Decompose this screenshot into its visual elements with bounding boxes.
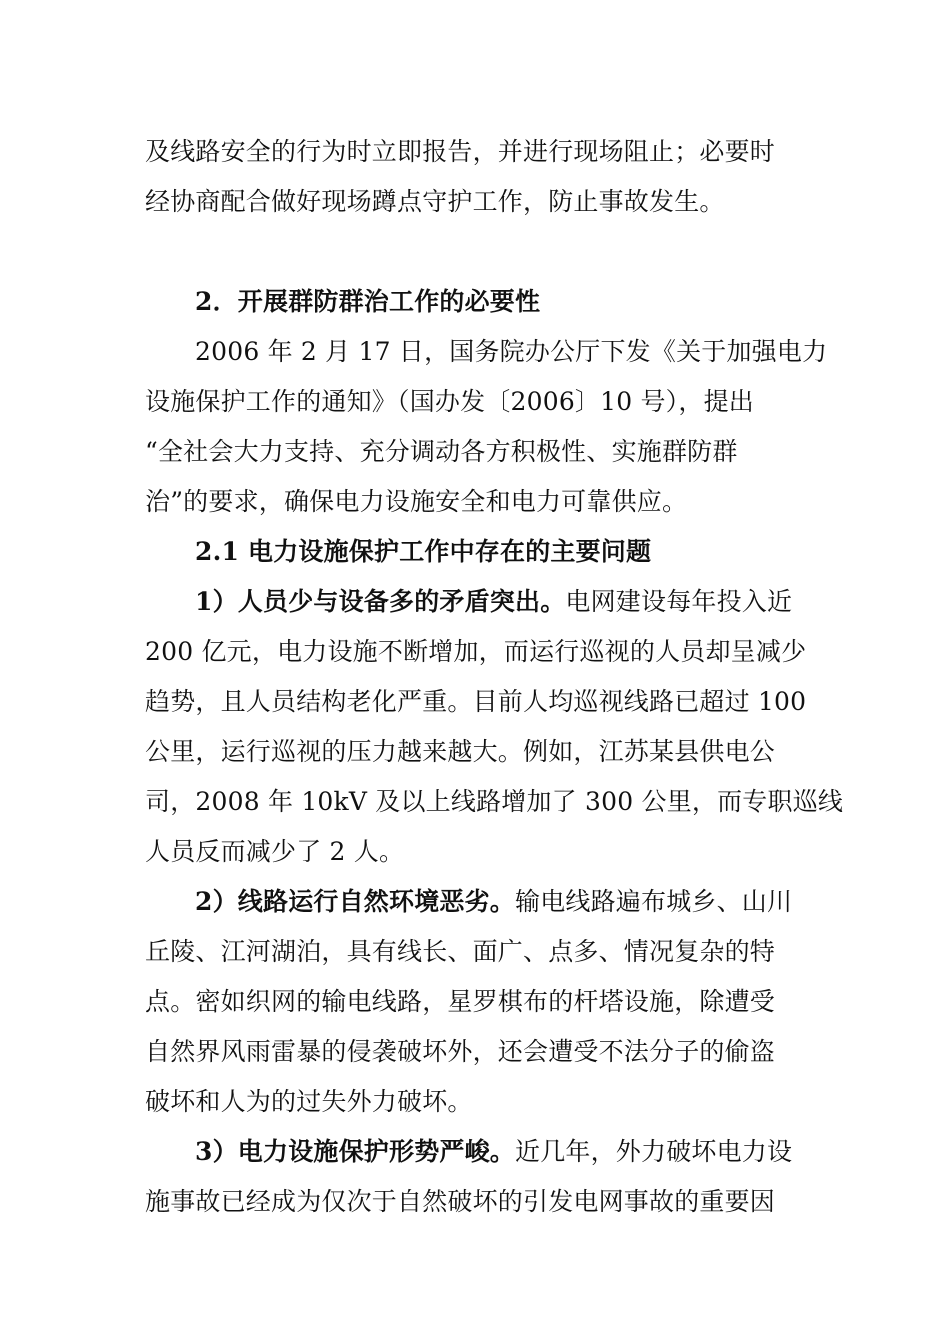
paragraph-line: 趋势，且人员结构老化严重。目前人均巡视线路已超过 100: [145, 687, 807, 716]
paragraph-line: 200 亿元，电力设施不断增加，而运行巡视的人员却呈减少: [145, 637, 807, 666]
paragraph-line: 2006 年 2 月 17 日，国务院办公厅下发《关于加强电力: [195, 337, 828, 366]
paragraph-line: 人员反而减少了 2 人。: [145, 837, 405, 866]
paragraph-line: 点。密如织网的输电线路，星罗棋布的杆塔设施，除遭受: [145, 987, 776, 1016]
paragraph-line: 治”的要求，确保电力设施安全和电力可靠供应。: [145, 487, 688, 516]
item-text: 近几年，外力破坏电力设: [515, 1137, 793, 1166]
paragraph-line: 公里，运行巡视的压力越来越大。例如，江苏某县供电公: [145, 737, 776, 766]
paragraph-line: [195, 885, 792, 919]
paragraph-line: 设施保护工作的通知》（国办发〔2006〕10 号），提出: [145, 387, 754, 416]
item-text: 输电线路遍布城乡、山川: [515, 887, 793, 916]
item-text: 电网建设每年投入近: [565, 587, 793, 616]
paragraph-line: 经协商配合做好现场蹲点守护工作，防止事故发生。: [145, 187, 725, 216]
paragraph-line: 施事故已经成为仅次于自然破坏的引发电网事故的重要因: [145, 1187, 776, 1216]
paragraph-line: 丘陵、江河湖泊，具有线长、面广、点多、情况复杂的特: [145, 937, 776, 966]
paragraph-line: [195, 585, 792, 619]
paragraph-line: 及线路安全的行为时立即报告，并进行现场阻止；必要时: [145, 137, 776, 166]
section-heading: 2．开展群防群治工作的必要性: [195, 287, 541, 316]
subsection-heading: 2.1 电力设施保护工作中存在的主要问题: [195, 537, 652, 566]
item-heading: 3）电力设施保护形势严峻。: [195, 1137, 515, 1166]
paragraph-line: 司，2008 年 10kV 及以上线路增加了 300 公里，而专职巡线: [145, 787, 844, 816]
item-heading: 1）人员少与设备多的矛盾突出。: [195, 587, 566, 616]
paragraph-line: 自然界风雨雷暴的侵袭破坏外，还会遭受不法分子的偷盗: [145, 1037, 776, 1066]
paragraph-line: “全社会大力支持、充分调动各方积极性、实施群防群: [145, 437, 738, 466]
item-heading: 2）线路运行自然环境恶劣。: [195, 887, 515, 916]
paragraph-line: [195, 1135, 792, 1169]
paragraph-line: 破坏和人为的过失外力破坏。: [145, 1087, 473, 1116]
